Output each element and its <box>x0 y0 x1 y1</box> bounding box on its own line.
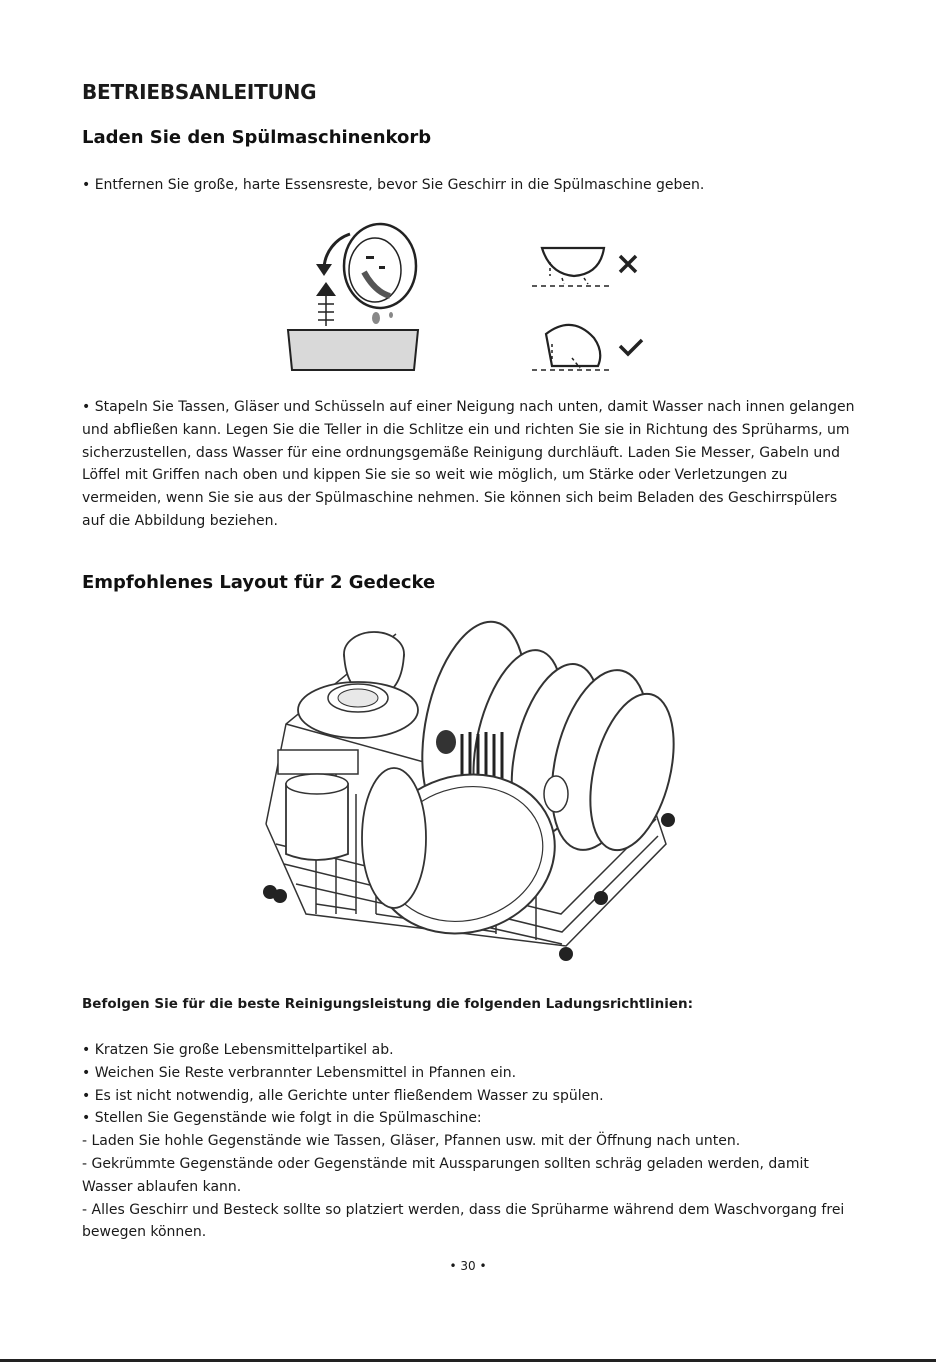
guideline-item: - Gekrümmte Gegenstände oder Gegenstände mit Aussparungen sollten schräg geladen werden, damit Wasser ablaufen kann. <box>82 1155 809 1195</box>
guideline-item: - Alles Geschirr und Besteck sollte so platziert werden, dass die Sprüharme während dem Waschvorgang frei bewegen können. <box>82 1201 845 1241</box>
guideline-item: • Weichen Sie Reste verbrannter Lebensmittel in Pfannen ein. <box>82 1064 517 1081</box>
subtitle-layout: Empfohlenes Layout für 2 Gedecke <box>82 572 436 593</box>
bowl-wrong-orientation-icon <box>528 240 640 292</box>
guidelines-heading: Befolgen Sie für die beste Reinigungsleistung die folgenden Ladungsrichtlinien: <box>82 996 693 1012</box>
page-number: • 30 • <box>449 1259 487 1273</box>
stacking-paragraph: • Stapeln Sie Tassen, Gläser und Schüsseln auf einer Neigung nach unten, damit Wasser nach innen gelangen und abfließen kann. Legen Sie die Teller in die Schlitze ein und richten Sie sie in Richtung des Sprüharms, um sicherzustellen, dass Wasser für eine ordnungsgemäße Reinigung durchläuft. Laden Sie Messer, Gabeln und Löffel mit Griffen nach oben und kippen Sie sie so weit wie möglich, um Stärke oder Verletzungen zu vermeiden, wenn Sie sie aus der Spülmaschine nehmen. Sie können sich beim Beladen des Geschirrspülers auf die Abbildung beziehen. <box>82 399 855 529</box>
guideline-item: • Kratzen Sie große Lebensmittelpartikel ab. <box>82 1042 394 1058</box>
guidelines-list <box>82 1039 862 1244</box>
scrape-plate-icon <box>280 222 430 374</box>
bullet-remove-food: • Entfernen Sie große, harte Essensreste, bevor Sie Geschirr in die Spülmaschine geben. <box>82 177 705 193</box>
dishwasher-basket-illustration <box>256 614 686 962</box>
guideline-item: • Stellen Sie Gegenstände wie folgt in die Spülmaschine: <box>82 1110 482 1127</box>
subtitle-loading: Laden Sie den Spülmaschinenkorb <box>82 127 432 148</box>
guideline-item: - Laden Sie hohle Gegenstände wie Tassen, Gläser, Pfannen usw. mit der Öffnung nach unten. <box>82 1133 741 1150</box>
guideline-item: • Es ist nicht notwendig, alle Gerichte unter fließendem Wasser zu spülen. <box>82 1087 604 1104</box>
section-title: BETRIEBSANLEITUNG <box>82 80 317 104</box>
bowl-tilted-correct-icon <box>528 318 644 374</box>
